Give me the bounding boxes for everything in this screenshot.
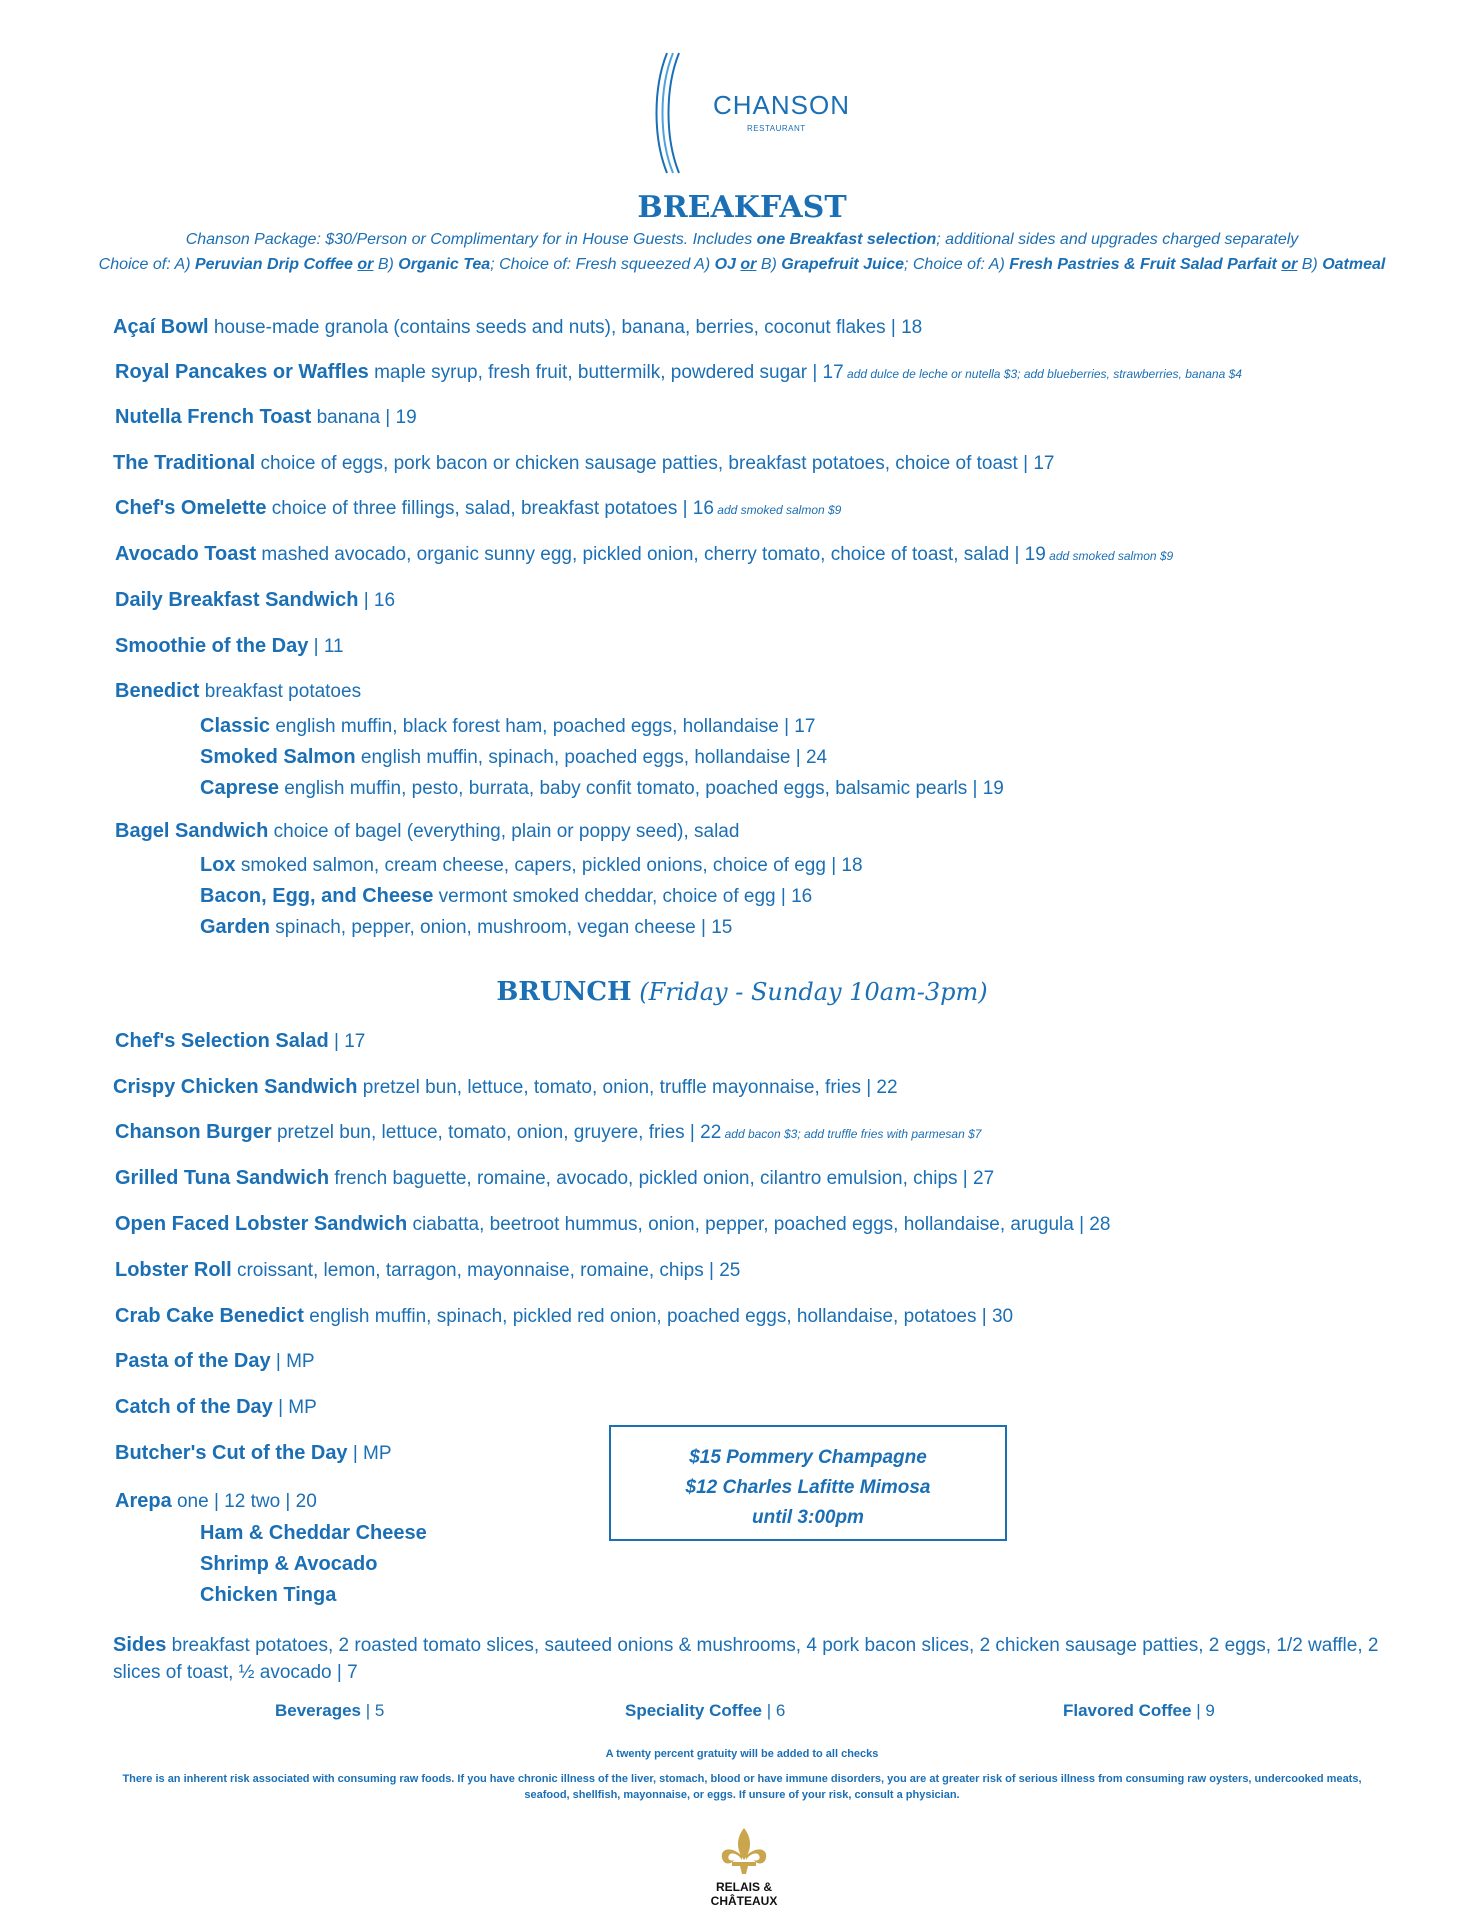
menu-item [115,406,417,429]
drink-promo-box [609,1425,1007,1541]
item-addon: add smoked salmon $9 [713,503,842,517]
item-description: | MP [347,1443,392,1464]
item-description: house-made granola (contains seeds and nuts), banana, berries, coconut flakes | 18 [208,317,923,338]
item-description: maple syrup, fresh fruit, buttermilk, powdered sugar | 17 [368,362,844,383]
menu-item [200,885,812,908]
bagel-sandwich-item [115,820,739,843]
menu-item [115,1121,981,1144]
package-segment: Oatmeal [1322,256,1386,273]
menu-item [115,1305,1013,1328]
package-highlight: one Breakfast selection [756,231,937,248]
package-segment: Fresh Pastries & Fruit Salad Parfait [1009,256,1282,273]
arepa-item [115,1490,317,1513]
item-name: Chef's Selection Salad [115,1030,329,1052]
breakfast-title: BREAKFAST [637,190,847,225]
drink-price: | 6 [762,1701,786,1720]
arepa-option: Ham & Cheddar Cheese [200,1522,427,1544]
item-name: The Traditional [113,452,256,474]
item-name: Chef's Omelette [115,497,267,519]
item-description: choice of eggs, pork bacon or chicken sausage patties, breakfast potatoes, choice of toast | 17 [255,453,1055,474]
package-segment: or [740,256,757,273]
menu-item [115,1030,365,1053]
package-segment: ; Choice of: A) [903,256,1010,273]
menu-item [115,1167,994,1190]
item-addon: add bacon $3; add truffle fries with parmesan $7 [721,1127,982,1141]
arepa-option: Shrimp & Avocado [200,1553,378,1575]
package-segment: B) [373,256,399,273]
item-name: Crab Cake Benedict [115,1305,304,1327]
menu-item [113,316,922,339]
logo-line-1: RELAIS & [715,1880,772,1894]
package-segment: Grapefruit Juice [781,256,904,273]
item-description: breakfast potatoes, 2 roasted tomato slices, sauteed onions & mushrooms, 4 pork bacon slices, 2 chicken sausage patties, 2 eggs, 1/2 waffle, 2 [166,1635,1379,1656]
menu-item [115,1259,740,1282]
menu-item [115,680,361,703]
menu-item [115,1442,392,1465]
item-description: | MP [270,1351,315,1372]
menu-item [115,361,1242,384]
package-segment: Choice of: A) [98,256,195,273]
item-name: Royal Pancakes or Waffles [115,361,369,383]
menu-item [115,1396,317,1419]
menu-item [115,1213,1110,1236]
item-name: Açaí Bowl [113,316,209,338]
drink-price: | 9 [1191,1701,1215,1720]
arepa-option: Chicken Tinga [200,1584,337,1606]
drink-beverages [275,1701,384,1721]
item-description: english muffin, pesto, burrata, baby confit tomato, poached eggs, balsamic pearls | 19 [278,778,1004,799]
brunch-title: BRUNCH [496,977,632,1007]
item-name: Sides [113,1634,167,1656]
item-description: | 11 [308,636,344,657]
sides-item [113,1634,1378,1657]
item-name: Crispy Chicken Sandwich [113,1076,358,1098]
item-addon: add dulce de leche or nutella $3; add blueberries, strawberries, banana $4 [843,367,1242,381]
package-segment: OJ [714,256,741,273]
menu-item [115,635,344,658]
item-name: Grilled Tuna Sandwich [115,1167,330,1189]
menu-item [115,543,1173,566]
gratuity-note: A twenty percent gratuity will be added to all checks [605,1748,879,1760]
item-description: vermont smoked cheddar, choice of egg | 16 [433,886,813,907]
item-name: Classic [200,715,271,737]
item-name: Butcher's Cut of the Day [115,1442,348,1464]
item-name: Smoked Salmon [200,746,356,768]
item-name: Daily Breakfast Sandwich [115,589,359,611]
menu-item [115,497,841,520]
menu-item [200,854,863,877]
menu-item [113,452,1054,475]
logo-arcs-icon [645,48,705,178]
item-description: french baguette, romaine, avocado, pickled onion, cilantro emulsion, chips | 27 [329,1168,995,1189]
item-description: choice of bagel (everything, plain or poppy seed), salad [268,821,740,842]
package-segment: ; Choice of: Fresh squeezed A) [490,256,715,273]
brunch-hours: (Friday - Sunday 10am-3pm) [631,978,988,1006]
logo-line-2: CHÂTEAUX [710,1894,778,1908]
package-segment: Organic Tea [398,256,491,273]
drink-speciality-coffee [625,1701,785,1721]
package-line-2 [0,256,1484,274]
package-segment: or [357,256,374,273]
package-segment: B) [756,256,782,273]
item-description: english muffin, spinach, poached eggs, hollandaise | 24 [355,747,828,768]
item-description: | 16 [358,590,396,611]
item-name: Lobster Roll [115,1259,232,1281]
promo-line: $15 Pommery Champagne [689,1447,927,1468]
item-name: Avocado Toast [115,543,257,565]
menu-item [200,715,815,738]
item-description: pretzel bun, lettuce, tomato, onion, truffle mayonnaise, fries | 22 [357,1077,898,1098]
restaurant-logo [645,48,851,178]
relais-chateaux-logo [710,1880,778,1908]
item-name: Arepa [115,1490,172,1512]
brunch-header [0,977,1484,1007]
promo-line: $12 Charles Lafitte Mimosa [685,1477,931,1498]
item-description: english muffin, black forest ham, poached eggs, hollandaise | 17 [270,716,816,737]
item-name: Nutella French Toast [115,406,312,428]
item-description: spinach, pepper, onion, mushroom, vegan cheese | 15 [270,917,733,938]
item-description: one | 12 two | 20 [171,1491,317,1512]
item-name: Garden [200,916,271,938]
logo-name: CHANSON [713,90,851,120]
item-description: ciabatta, beetroot hummus, onion, pepper, poached eggs, hollandaise, arugula | 28 [407,1214,1111,1235]
package-text: Chanson Package: $30/Person or Complimentary for in House Guests. Includes [185,231,757,248]
raw-food-warning: There is an inherent risk associated with consuming raw foods. If you have chronic illness of the liver, stomach, blood or have immune disorders, you are at greater risk of serious illness from consuming raw oysters, undercooked meats, seafood, shellfish, mayonnaise, or eggs. If unsure of your risk, consult a physician. [122,1773,1362,1801]
package-segment: B) [1297,256,1323,273]
sides-item-cont: slices of toast, ½ avocado | 7 [113,1662,358,1683]
item-name: Lox [200,854,236,876]
item-description: | MP [272,1397,317,1418]
drink-flavored-coffee [1063,1701,1215,1721]
menu-item [115,589,395,612]
item-name: Open Faced Lobster Sandwich [115,1213,408,1235]
package-segment: or [1281,256,1298,273]
item-description: croissant, lemon, tarragon, mayonnaise, romaine, chips | 25 [231,1260,741,1281]
item-name: Bagel Sandwich [115,820,269,842]
item-name: Chanson Burger [115,1121,272,1143]
item-name: Pasta of the Day [115,1350,271,1372]
promo-line: until 3:00pm [752,1507,864,1528]
item-name: Bacon, Egg, and Cheese [200,885,434,907]
drink-price: | 5 [361,1701,385,1720]
logo-subtitle: RESTAURANT [747,124,806,133]
menu-item [113,1076,898,1099]
menu-item [200,916,732,939]
item-description: english muffin, spinach, pickled red onion, poached eggs, hollandaise, potatoes | 30 [303,1306,1014,1327]
package-segment: Peruvian Drip Coffee [194,256,358,273]
item-addon: add smoked salmon $9 [1045,549,1174,563]
item-name: Smoothie of the Day [115,635,309,657]
item-description: | 17 [328,1031,366,1052]
drink-name: Flavored Coffee [1063,1701,1192,1720]
drink-name: Beverages [275,1701,362,1720]
drink-name: Speciality Coffee [625,1701,762,1720]
fleur-de-lis-icon [718,1826,770,1881]
item-name: Benedict [115,680,200,702]
item-description: choice of three fillings, salad, breakfast potatoes | 16 [266,498,714,519]
menu-item [115,1350,315,1373]
menu-item [200,746,827,769]
item-description: breakfast potatoes [199,681,362,702]
item-description: mashed avocado, organic sunny egg, pickled onion, cherry tomato, choice of toast, salad | 19 [256,544,1046,565]
item-description: pretzel bun, lettuce, tomato, onion, gruyere, fries | 22 [271,1122,722,1143]
item-description: banana | 19 [311,407,417,428]
package-text-end: ; additional sides and upgrades charged separately [936,231,1299,248]
item-name: Caprese [200,777,279,799]
item-description: smoked salmon, cream cheese, capers, pickled onions, choice of egg | 18 [235,855,863,876]
package-line-1 [0,231,1484,249]
menu-item [200,777,1004,800]
item-name: Catch of the Day [115,1396,273,1418]
